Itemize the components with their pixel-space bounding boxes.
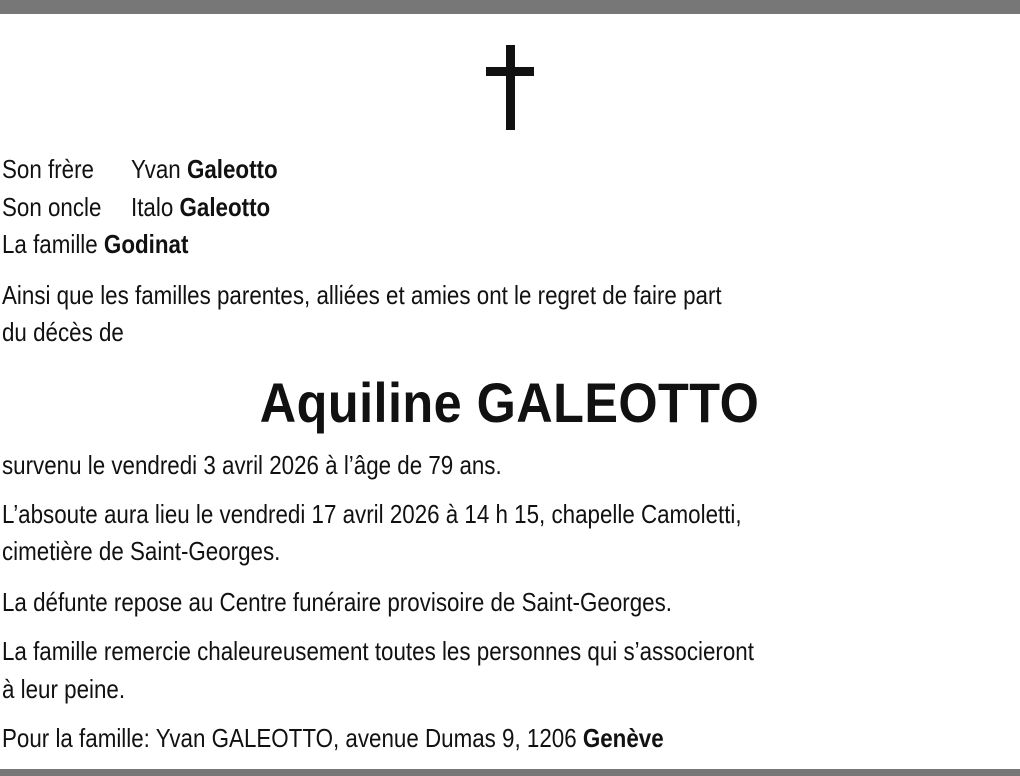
last-name: Galeotto — [179, 192, 271, 222]
contact-text: Pour la famille: Yvan GALEOTTO, avenue Dumas 9, 1206 — [2, 723, 583, 753]
absoute-line-1: L’absoute aura lieu le vendredi 17 avril 2026 à 14 h 15, chapelle Camoletti, — [2, 499, 742, 529]
last-name: Godinat — [103, 229, 189, 259]
family-line-brother — [2, 150, 278, 188]
thanks-line-1: La famille remercie chaleureusement toutes les personnes qui s’associeront — [2, 636, 754, 666]
intro-line-2: du décès de — [2, 317, 124, 347]
first-name: Italo — [131, 192, 174, 222]
contact-city: Genève — [582, 723, 664, 753]
contact-line — [2, 719, 664, 757]
relation-label: Son oncle — [2, 192, 102, 222]
family-line-family — [2, 225, 188, 263]
thanks-line-2: à leur peine. — [2, 674, 126, 704]
relation-label: Son frère — [2, 154, 94, 184]
repose-text: La défunte repose au Centre funéraire provisoire de Saint-Georges. — [2, 587, 672, 617]
absoute-line-2: cimetière de Saint-Georges. — [2, 536, 281, 566]
death-text: survenu le vendredi 3 avril 2026 à l’âge de 79 ans. — [2, 450, 502, 480]
family-line-uncle — [2, 188, 270, 226]
top-border — [0, 0, 1020, 14]
bottom-border — [0, 769, 1020, 776]
cross-icon — [486, 45, 534, 130]
intro-line-1: Ainsi que les familles parentes, alliées et amies ont le regret de faire part — [2, 280, 722, 310]
relation-label: La famille — [2, 229, 98, 259]
last-name: Galeotto — [186, 154, 278, 184]
first-name: Yvan — [131, 154, 181, 184]
deceased-name: Aquiline GALEOTTO — [260, 371, 760, 434]
